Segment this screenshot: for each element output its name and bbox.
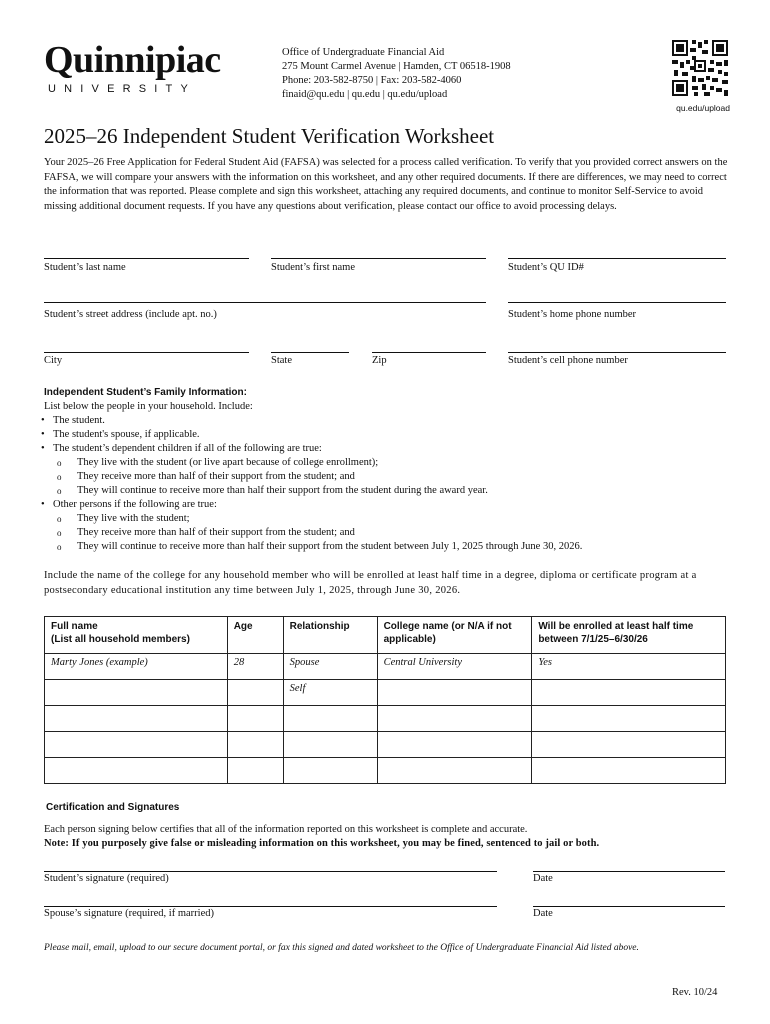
last-name-field[interactable]	[44, 258, 249, 259]
qr-caption: qu.edu/upload	[676, 103, 730, 113]
family-info-heading: Independent Student’s Family Information:	[44, 387, 247, 398]
first-name-field[interactable]	[271, 258, 486, 259]
table-cell: Central University	[377, 654, 532, 680]
table-cell: Marty Jones (example)	[45, 654, 228, 680]
table-row[interactable]	[45, 732, 726, 758]
list-subitem: o They will continue to receive more than half their support from the student during the award year.	[44, 484, 734, 498]
student-signature-field[interactable]	[44, 871, 497, 872]
col-full-name: Full name (List all household members)	[45, 617, 228, 654]
list-item: • Other persons if the following are true:	[44, 498, 734, 512]
household-table	[44, 616, 726, 784]
table-row[interactable]	[45, 706, 726, 732]
qu-id-label: Student’s QU ID#	[508, 262, 584, 273]
student-signature-label: Student’s signature (required)	[44, 873, 169, 884]
table-cell: 28	[227, 654, 283, 680]
list-subitem: o They will continue to receive more than half their support from the student between July 1, 2025 through June 30, 2026.	[44, 540, 734, 554]
list-item: • The student’s dependent children if all of the following are true:	[44, 442, 734, 456]
office-web: finaid@qu.edu | qu.edu | qu.edu/upload	[282, 89, 448, 100]
table-cell[interactable]	[227, 706, 283, 732]
table-cell[interactable]	[283, 732, 377, 758]
spouse-date-label: Date	[533, 908, 553, 919]
spouse-signature-label: Spouse’s signature (required, if married)	[44, 908, 214, 919]
home-phone-field[interactable]	[508, 302, 726, 303]
table-row[interactable]	[45, 758, 726, 784]
office-phone: Phone: 203-582-8750 | Fax: 203-582-4060	[282, 75, 462, 86]
table-cell[interactable]	[227, 680, 283, 706]
col-relationship: Relationship	[283, 617, 377, 654]
street-address-label: Student’s street address (include apt. no.)	[44, 309, 217, 320]
table-cell[interactable]	[45, 732, 228, 758]
submission-footnote: Please mail, email, upload to our secure document portal, or fax this signed and dated worksheet to the Office of Undergraduate Financial Aid listed above.	[44, 943, 639, 953]
revision-label: Rev. 10/24	[672, 987, 718, 998]
certification-heading: Certification and Signatures	[46, 802, 180, 813]
table-cell[interactable]	[45, 758, 228, 784]
table-row	[45, 654, 726, 680]
certification-note: Note: If you purposely give false or misleading information on this worksheet, you may be fined, sentenced to jail or both.	[44, 838, 600, 849]
list-subitem: o They receive more than half of their support from the student; and	[44, 526, 734, 540]
table-header-row	[45, 617, 726, 654]
city-label: City	[44, 355, 63, 366]
last-name-label: Student’s last name	[44, 262, 126, 273]
family-info-lead: List below the people in your household. Include:	[44, 401, 253, 412]
office-address: 275 Mount Carmel Avenue | Hamden, CT 06518-1908	[282, 61, 511, 72]
list-subitem: o They live with the student (or live apart because of college enrollment);	[44, 456, 734, 470]
table-row[interactable]	[45, 680, 726, 706]
col-enrolled: Will be enrolled at least half time between 7/1/25–6/30/26	[532, 617, 726, 654]
table-cell: Yes	[532, 654, 726, 680]
university-logo-wordmark: Quinnipiac	[44, 39, 221, 81]
zip-field[interactable]	[372, 352, 486, 353]
col-age: Age	[227, 617, 283, 654]
spouse-signature-field[interactable]	[44, 906, 497, 907]
spouse-date-field[interactable]	[533, 906, 725, 907]
state-label: State	[271, 355, 292, 366]
student-date-field[interactable]	[533, 871, 725, 872]
table-cell[interactable]	[227, 758, 283, 784]
table-cell[interactable]	[377, 680, 532, 706]
table-cell[interactable]	[532, 732, 726, 758]
list-subitem: o They receive more than half of their support from the student; and	[44, 470, 734, 484]
certification-text	[44, 823, 599, 851]
table-cell: Self	[283, 680, 377, 706]
home-phone-label: Student’s home phone number	[508, 309, 637, 320]
list-item: • The student.	[44, 414, 734, 428]
table-cell[interactable]	[45, 706, 228, 732]
university-logo-subtitle: UNIVERSITY	[48, 83, 197, 95]
state-field[interactable]	[271, 352, 349, 353]
student-date-label: Date	[533, 873, 553, 884]
table-cell[interactable]	[532, 758, 726, 784]
table-cell[interactable]	[283, 758, 377, 784]
include-instructions: Include the name of the college for any household member who will be enrolled at least half time in a degree, diploma or certificate program at a postsecondary educational institution any time between July 1, 2025, through June 30, 2026.	[44, 570, 697, 596]
city-field[interactable]	[44, 352, 249, 353]
office-contact-block	[282, 46, 511, 102]
col-college-name: College name (or N/A if not applicable)	[377, 617, 532, 654]
office-name: Office of Undergraduate Financial Aid	[282, 47, 445, 58]
table-cell: Spouse	[283, 654, 377, 680]
qr-code-icon	[672, 40, 728, 96]
table-cell[interactable]	[283, 706, 377, 732]
intro-paragraph: Your 2025–26 Free Application for Federal Student Aid (FAFSA) was selected for a process called verification. To verify that you provided correct answers on the FAFSA, we will compare your answers with the information on this worksheet, and any other required documents. If there are differences, we may need to correct the information that was reported. Please complete and sign this worksheet, attaching any required documents, and continue to monitor Self-Service to avoid missing additional document requests. If you have any questions about verification, please contact our office to avoid processing delays.	[44, 157, 728, 212]
table-cell[interactable]	[377, 758, 532, 784]
street-address-field[interactable]	[44, 302, 486, 303]
household-list	[44, 414, 734, 554]
table-cell[interactable]	[532, 706, 726, 732]
table-cell[interactable]	[377, 706, 532, 732]
certification-statement: Each person signing below certifies that all of the information reported on this worksheet is complete and accurate.	[44, 824, 528, 835]
table-cell[interactable]	[227, 732, 283, 758]
first-name-label: Student’s first name	[271, 262, 355, 273]
family-info-section	[44, 386, 734, 554]
table-cell[interactable]	[532, 680, 726, 706]
page-title: 2025–26 Independent Student Verification Worksheet	[44, 124, 495, 148]
cell-phone-label: Student’s cell phone number	[508, 355, 628, 366]
cell-phone-field[interactable]	[508, 352, 726, 353]
table-cell[interactable]	[377, 732, 532, 758]
table-cell[interactable]	[45, 680, 228, 706]
zip-label: Zip	[372, 355, 387, 366]
list-item: • The student's spouse, if applicable.	[44, 428, 734, 442]
list-subitem: o They live with the student;	[44, 512, 734, 526]
qu-id-field[interactable]	[508, 258, 726, 259]
